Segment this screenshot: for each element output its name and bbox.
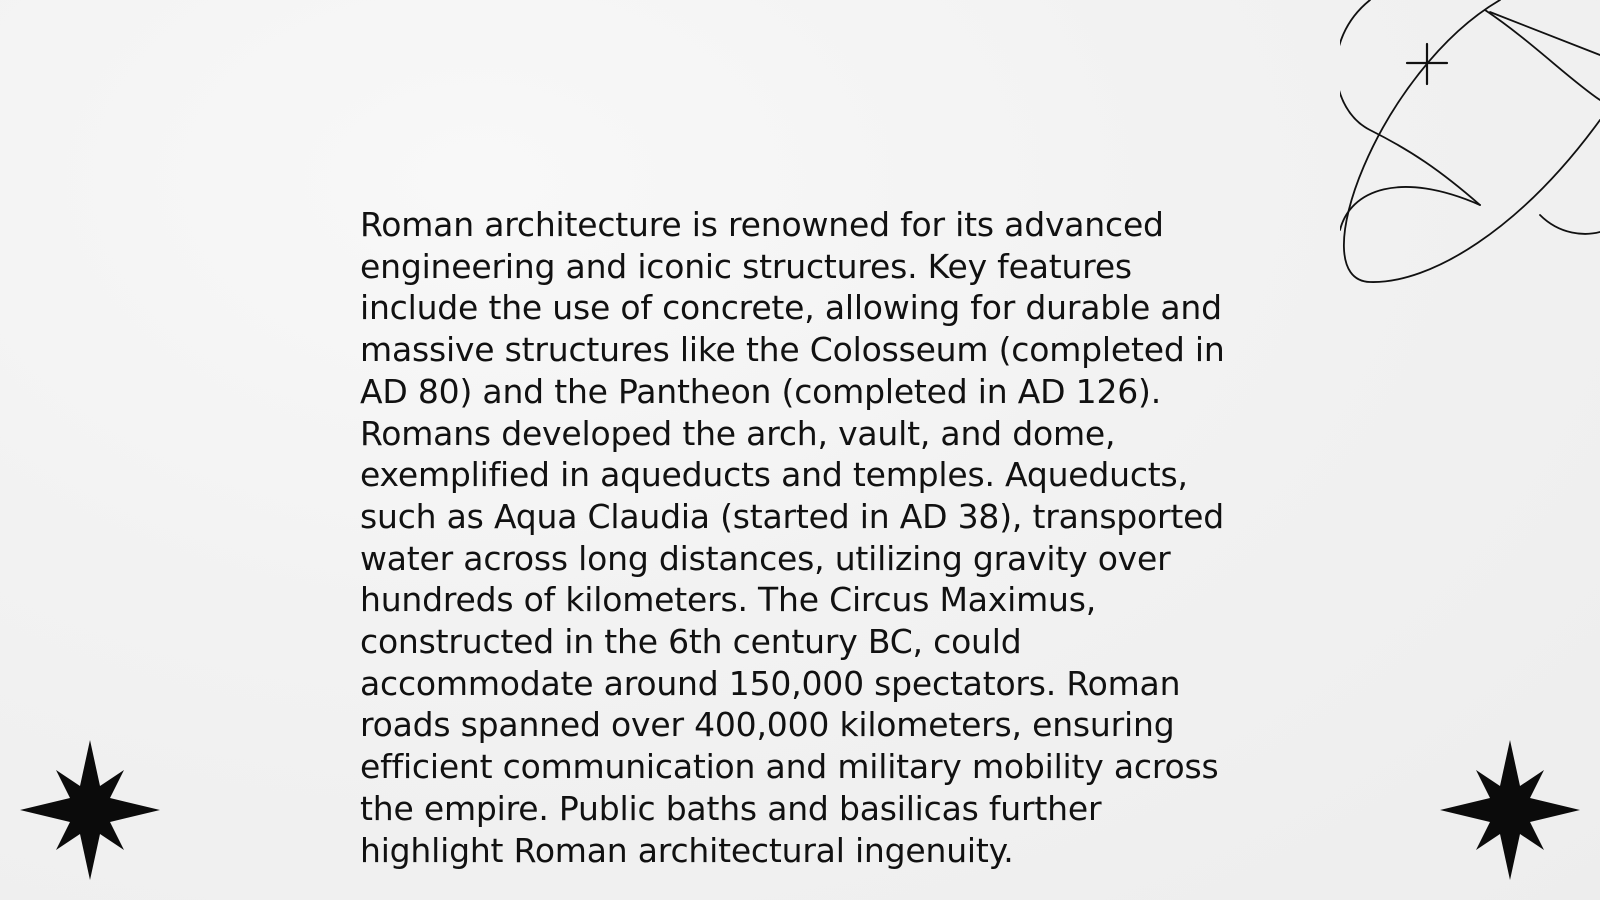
body-line: include the use of concrete, allowing for durable and: [360, 288, 1222, 328]
body-line: Roman architecture is renowned for its advanced: [360, 205, 1164, 244]
body-line: engineering and iconic structures. Key features: [360, 246, 1132, 286]
body-line: massive structures like the Colosseum (completed in: [360, 330, 1225, 370]
body-line: highlight Roman architectural ingenuity.: [360, 830, 1014, 870]
body-line: Romans developed the arch, vault, and dome,: [360, 413, 1116, 453]
body-line: water across long distances, utilizing gravity over: [360, 538, 1171, 578]
four-point-star-icon: [20, 740, 160, 880]
body-line: such as Aqua Claudia (started in AD 38), transported: [360, 496, 1225, 536]
body-line: hundreds of kilometers. The Circus Maximus,: [360, 580, 1097, 620]
body-line: the empire. Public baths and basilicas further: [360, 788, 1102, 828]
body-line: AD 80) and the Pantheon (completed in AD 126).: [360, 371, 1162, 411]
body-line: constructed in the 6th century BC, could: [360, 622, 1022, 662]
body-line: accommodate around 150,000 spectators. Roman: [360, 663, 1181, 703]
body-line: exemplified in aqueducts and temples. Aqueducts,: [360, 455, 1188, 495]
orbit-lines-icon: [1340, 0, 1600, 290]
body-line: efficient communication and military mobility across: [360, 747, 1219, 787]
body-paragraph: [360, 204, 1225, 871]
body-line: roads spanned over 400,000 kilometers, ensuring: [360, 705, 1175, 745]
four-point-star-icon: [1440, 740, 1580, 880]
